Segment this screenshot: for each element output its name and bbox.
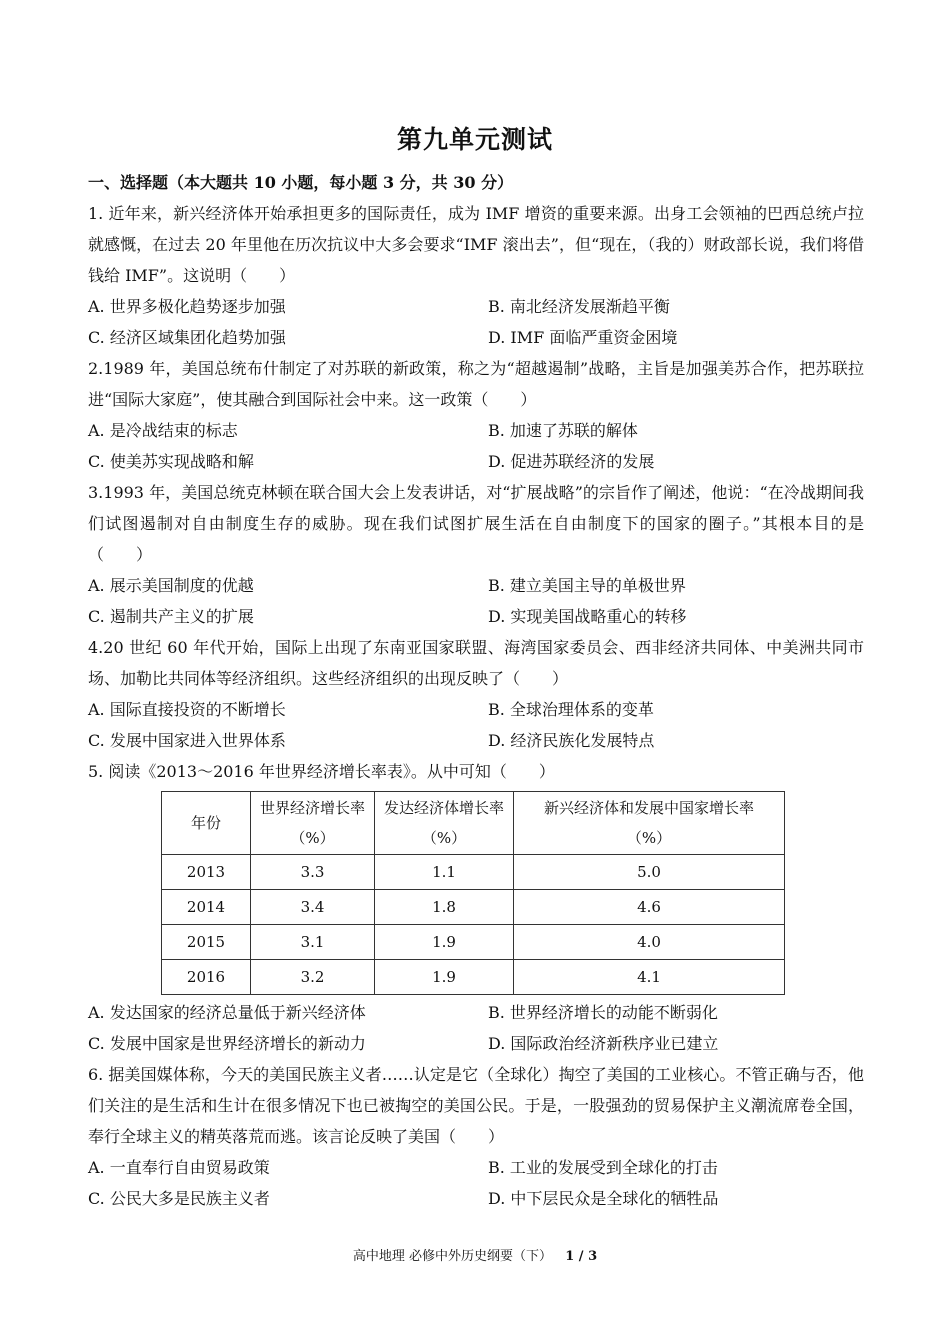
option-c: C. 遏制共产主义的扩展 [88,607,254,626]
option-b: B. 世界经济增长的动能不断弱化 [488,1003,718,1022]
page-footer [0,1245,950,1264]
question-2 [88,353,864,477]
option-b: B. 全球治理体系的变革 [488,700,654,719]
table-cell: 1.9 [375,960,514,995]
table-header-row [162,792,785,855]
table-cell: 5.0 [514,855,785,890]
question-3 [88,477,864,632]
growth-rate-table [161,791,785,995]
header-developed: 发达经济体增长率 （%） [375,792,514,855]
option-a: A. 是冷战结束的标志 [88,421,238,440]
option-c: C. 使美苏实现战略和解 [88,452,254,471]
table-cell: 2016 [162,960,251,995]
table-cell: 4.6 [514,890,785,925]
table-cell: 2013 [162,855,251,890]
table-cell: 3.3 [251,855,375,890]
question-1 [88,198,864,353]
option-b: B. 南北经济发展渐趋平衡 [488,297,670,316]
table-row [162,890,785,925]
page-number: 1 / 3 [565,1249,598,1264]
option-d: D. IMF 面临严重资金困境 [488,328,678,347]
option-c: C. 公民大多是民族主义者 [88,1189,270,1208]
page-title: 第九单元测试 [396,125,553,154]
option-d: D. 中下层民众是全球化的牺牲品 [488,1189,719,1208]
option-c: C. 发展中国家进入世界体系 [88,731,286,750]
question-list [88,198,864,1214]
option-b: B. 工业的发展受到全球化的打击 [488,1158,718,1177]
question-stem: 6. 据美国媒体称，今天的美国民族主义者……认定是它（全球化）掏空了美国的工业核心。不管正确与否，他们关注的是生活和生计在很多情况下也已被掏空的美国公民。于是，一股强劲的贸易保护主义潮流席卷全国，奉行全球主义的精英落荒而逃。该言论反映了美国（ ） [88,1065,864,1146]
option-a: A. 展示美国制度的优越 [88,576,254,595]
option-a: A. 国际直接投资的不断增长 [88,700,286,719]
option-a: A. 发达国家的经济总量低于新兴经济体 [88,1003,366,1022]
question-options [88,1152,864,1214]
header-emerging: 新兴经济体和发展中国家增长率 （%） [514,792,785,855]
question-stem: 2.1989 年，美国总统布什制定了对苏联的新政策，称之为“超越遏制”战略，主旨是加强美苏合作，把苏联拉进“国际大家庭”，使其融合到国际社会中来。这一政策（ ） [88,359,864,409]
table-cell: 4.1 [514,960,785,995]
option-c: C. 发展中国家是世界经济增长的新动力 [88,1034,366,1053]
question-options [88,415,864,477]
table-cell: 3.2 [251,960,375,995]
question-stem: 5. 阅读《2013～2016 年世界经济增长率表》。从中可知（ ） [88,762,555,781]
option-c: C. 经济区域集团化趋势加强 [88,328,286,347]
question-options [88,291,864,353]
table-cell: 4.0 [514,925,785,960]
table-cell: 1.8 [375,890,514,925]
table-cell: 1.9 [375,925,514,960]
table-row [162,960,785,995]
option-d: D. 国际政治经济新秩序业已建立 [488,1034,719,1053]
question-options [88,570,864,632]
option-a: A. 世界多极化趋势逐步加强 [88,297,286,316]
table-row [162,855,785,890]
question-stem: 3.1993 年，美国总统克林顿在联合国大会上发表讲话，对“扩展战略”的宗旨作了阐述，他说：“在冷战期间我们试图遏制对自由制度生存的威胁。现在我们试图扩展生活在自由制度下的国家的圈子。”其根本目的是（ ） [88,483,864,564]
table-cell: 2015 [162,925,251,960]
question-5 [88,756,864,1059]
option-d: D. 实现美国战略重心的转移 [488,607,687,626]
question-4 [88,632,864,756]
table-cell: 3.4 [251,890,375,925]
option-d: D. 经济民族化发展特点 [488,731,655,750]
option-d: D. 促进苏联经济的发展 [488,452,655,471]
table-cell: 3.1 [251,925,375,960]
option-b: B. 建立美国主导的单极世界 [488,576,686,595]
table-cell: 1.1 [375,855,514,890]
section-heading: 一、选择题（本大题共 10 小题，每小题 3 分，共 30 分） [88,173,514,192]
option-a: A. 一直奉行自由贸易政策 [88,1158,270,1177]
header-world: 世界经济增长率 （%） [251,792,375,855]
table-row [162,925,785,960]
header-year: 年份 [162,792,251,855]
question-stem: 4.20 世纪 60 年代开始，国际上出现了东南亚国家联盟、海湾国家委员会、西非经济共同体、中美洲共同市场、加勒比共同体等经济组织。这些经济组织的出现反映了（ ） [88,638,864,688]
question-stem: 1. 近年来，新兴经济体开始承担更多的国际责任，成为 IMF 增资的重要来源。出身工会领袖的巴西总统卢拉就感慨，在过去 20 年里他在历次抗议中大多会要求“IMF 滚出去”，但“现在，（我的）财政部长说，我们将借钱给 IMF”。这说明（ ） [88,204,864,285]
footer-course: 高中地理 必修中外历史纲要（下） [352,1249,553,1264]
question-6 [88,1059,864,1214]
question-options [88,997,864,1059]
table-cell: 2014 [162,890,251,925]
question-options [88,694,864,756]
option-b: B. 加速了苏联的解体 [488,421,638,440]
